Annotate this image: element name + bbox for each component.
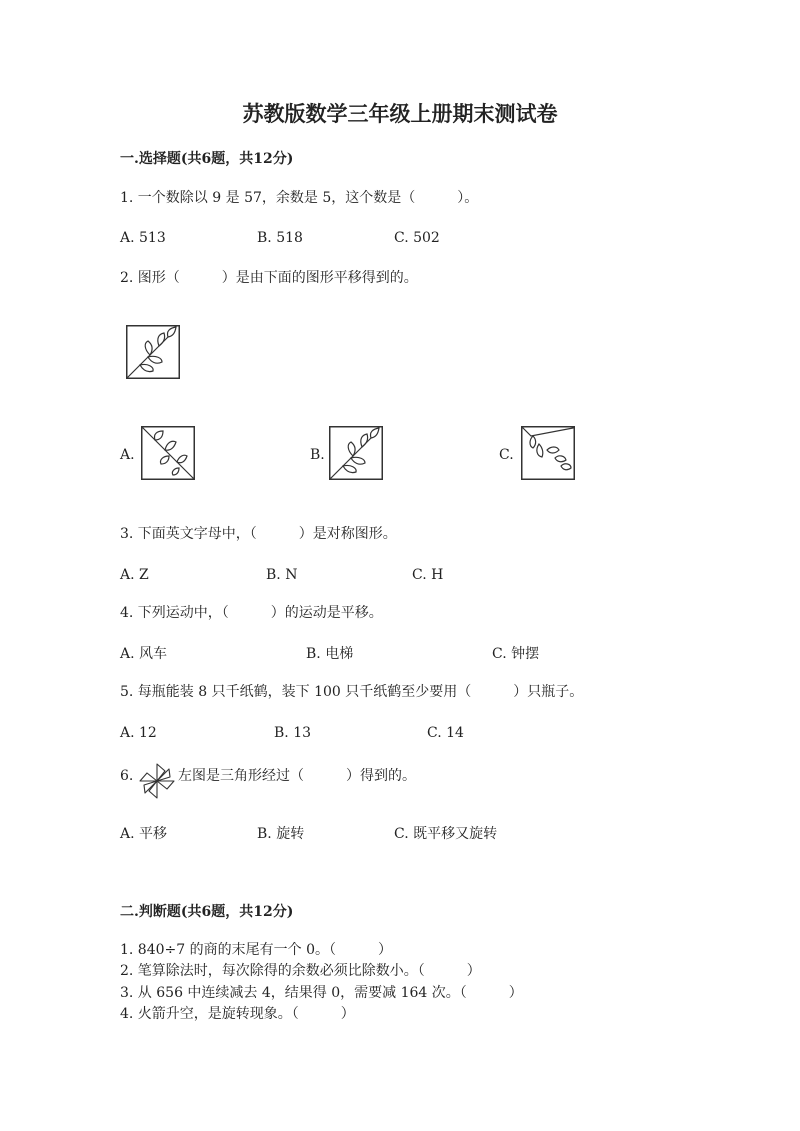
question-3-option-c: C. H (412, 567, 444, 583)
question-6-option-c: C. 既平移又旋转 (394, 826, 498, 842)
page-title: 苏教版数学三年级上册期末测试卷 (242, 101, 558, 126)
judge-item-4: 4. 火箭升空，是旋转现象。（ ） (120, 1006, 355, 1022)
question-2-option-a: A. (120, 447, 135, 463)
question-4-option-a: A. 风车 (120, 646, 168, 662)
question-2-stem-text: 2. 图形（ ）是由下面的图形平移得到的。 (120, 270, 418, 286)
question-1-stem: 1. 一个数除以 9 是 57，余数是 5，这个数是（ ）。 (120, 190, 479, 206)
section-1-heading: 一.选择题(共6题，共12分) (120, 151, 294, 167)
question-4-option-b: B. 电梯 (306, 646, 354, 662)
question-6-number: 6. (120, 768, 134, 784)
question-1-option-b: B. 518 (257, 230, 303, 246)
question-5-option-b: B. 13 (274, 725, 312, 741)
question-2-option-b: B. (310, 447, 325, 463)
question-1-option-a: A. 513 (120, 230, 166, 246)
option-a-leaf-figure (141, 426, 195, 480)
question-1-option-c: C. 502 (394, 230, 440, 246)
reference-leaf-figure (126, 325, 180, 379)
option-c-leaf-figure (521, 426, 575, 480)
question-6-option-b: B. 旋转 (257, 826, 305, 842)
pinwheel-triangle-figure (137, 761, 177, 801)
question-4-stem: 4. 下列运动中，（ ）的运动是平移。 (120, 605, 383, 621)
question-6-option-a: A. 平移 (120, 826, 168, 842)
question-3-option-b: B. N (266, 567, 298, 583)
question-3-stem: 3. 下面英文字母中，（ ）是对称图形。 (120, 526, 397, 542)
judge-item-1: 1. 840÷7 的商的末尾有一个 0。（ ） (120, 942, 392, 958)
section-2-heading: 二.判断题(共6题，共12分) (120, 904, 294, 920)
question-5-option-c: C. 14 (427, 725, 464, 741)
question-4-option-c: C. 钟摆 (492, 646, 540, 662)
question-5-stem: 5. 每瓶能装 8 只千纸鹤，装下 100 只千纸鹤至少要用（ ）只瓶子。 (120, 684, 584, 700)
question-6-stem: 左图是三角形经过（ ）得到的。 (178, 768, 416, 784)
judge-item-3: 3. 从 656 中连续减去 4，结果得 0，需要减 164 次。（ ） (120, 985, 523, 1001)
question-5-option-a: A. 12 (120, 725, 157, 741)
judge-item-2: 2. 笔算除法时，每次除得的余数必须比除数小。（ ） (120, 963, 481, 979)
question-2-option-c: C. (499, 447, 514, 463)
option-b-leaf-figure (329, 426, 383, 480)
question-3-option-a: A. Z (120, 567, 149, 583)
